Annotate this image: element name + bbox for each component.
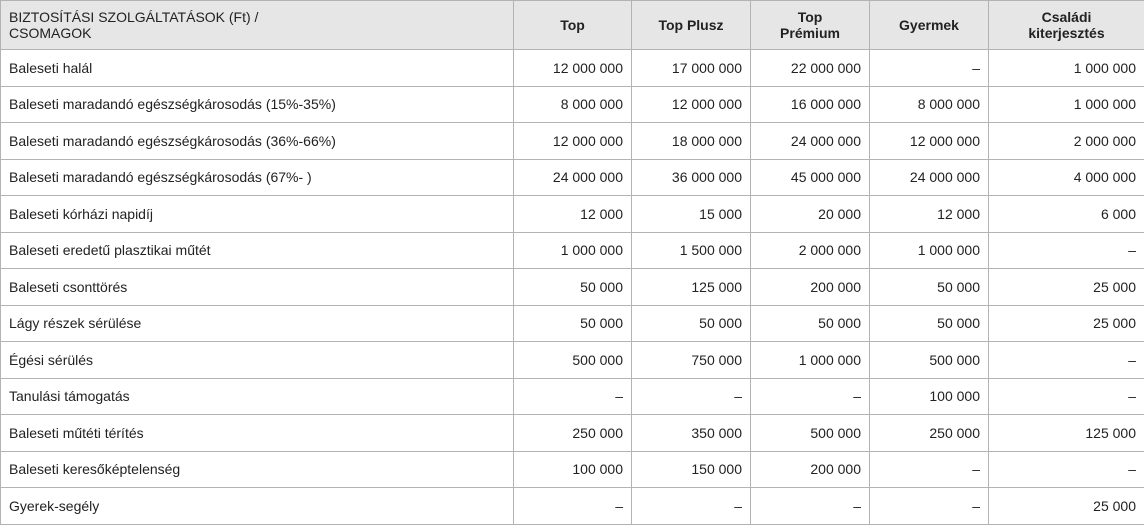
package-value-cell: 8 000 000 — [514, 86, 632, 123]
header-label-line2: CSOMAGOK — [9, 25, 92, 41]
package-value-cell: 100 000 — [514, 451, 632, 488]
package-value-cell: – — [989, 378, 1144, 415]
column-header-line1: Gyermek — [899, 17, 959, 33]
column-header-line1: Top Plusz — [658, 17, 724, 33]
header-label-line1: BIZTOSÍTÁSI SZOLGÁLTATÁSOK (Ft) / — [9, 9, 259, 25]
package-value-cell: 24 000 000 — [870, 159, 989, 196]
package-value-cell: 1 000 000 — [870, 232, 989, 269]
package-value-cell: 25 000 — [989, 305, 1144, 342]
column-header-top-plusz — [632, 1, 751, 50]
service-label: Baleseti maradandó egészségkárosodás (67%- ) — [1, 159, 514, 196]
column-header-line2: Prémium — [780, 25, 840, 41]
service-label: Baleseti maradandó egészségkárosodás (36%-66%) — [1, 123, 514, 160]
service-label: Baleseti halál — [1, 50, 514, 87]
table-row — [1, 269, 1144, 306]
package-value-cell: 22 000 000 — [751, 50, 870, 87]
table-header-row — [1, 1, 1144, 50]
package-value-cell: 125 000 — [989, 415, 1144, 452]
package-value-cell: 2 000 000 — [751, 232, 870, 269]
column-header-line1: Top — [797, 9, 823, 25]
package-value-cell: 1 000 000 — [989, 50, 1144, 87]
package-value-cell: – — [514, 378, 632, 415]
package-value-cell: 250 000 — [514, 415, 632, 452]
package-value-cell: – — [632, 488, 751, 525]
table-row — [1, 305, 1144, 342]
package-value-cell: 12 000 000 — [514, 123, 632, 160]
package-value-cell: 24 000 000 — [751, 123, 870, 160]
service-label: Baleseti maradandó egészségkárosodás (15%-35%) — [1, 86, 514, 123]
package-value-cell: 1 000 000 — [989, 86, 1144, 123]
package-value-cell: 50 000 — [870, 269, 989, 306]
column-header-top-premium — [751, 1, 870, 50]
service-label: Baleseti műtéti térítés — [1, 415, 514, 452]
package-value-cell: – — [989, 232, 1144, 269]
table-row — [1, 488, 1144, 525]
package-value-cell: 25 000 — [989, 488, 1144, 525]
package-value-cell: 17 000 000 — [632, 50, 751, 87]
table-row — [1, 86, 1144, 123]
header-label-cell — [1, 1, 514, 50]
package-value-cell: – — [632, 378, 751, 415]
package-value-cell: 12 000 000 — [870, 123, 989, 160]
package-value-cell: 250 000 — [870, 415, 989, 452]
package-value-cell: 12 000 — [514, 196, 632, 233]
table-row — [1, 415, 1144, 452]
package-value-cell: 25 000 — [989, 269, 1144, 306]
table-row — [1, 451, 1144, 488]
table-row — [1, 123, 1144, 160]
package-value-cell: 15 000 — [632, 196, 751, 233]
package-value-cell: – — [989, 451, 1144, 488]
package-value-cell: 200 000 — [751, 451, 870, 488]
service-label: Égési sérülés — [1, 342, 514, 379]
package-value-cell: 24 000 000 — [514, 159, 632, 196]
package-value-cell: – — [751, 378, 870, 415]
service-label: Baleseti csonttörés — [1, 269, 514, 306]
package-value-cell: – — [751, 488, 870, 525]
package-value-cell: 50 000 — [751, 305, 870, 342]
package-value-cell: 200 000 — [751, 269, 870, 306]
package-value-cell: 100 000 — [870, 378, 989, 415]
package-value-cell: 50 000 — [870, 305, 989, 342]
service-label: Baleseti kórházi napidíj — [1, 196, 514, 233]
package-value-cell: 12 000 — [870, 196, 989, 233]
package-value-cell: – — [870, 488, 989, 525]
package-value-cell: 20 000 — [751, 196, 870, 233]
package-value-cell: 12 000 000 — [632, 86, 751, 123]
package-value-cell: 125 000 — [632, 269, 751, 306]
table-row — [1, 196, 1144, 233]
service-label: Lágy részek sérülése — [1, 305, 514, 342]
package-value-cell: 45 000 000 — [751, 159, 870, 196]
package-value-cell: 500 000 — [870, 342, 989, 379]
package-value-cell: 12 000 000 — [514, 50, 632, 87]
package-value-cell: 8 000 000 — [870, 86, 989, 123]
table-body — [1, 50, 1144, 525]
table-row — [1, 159, 1144, 196]
package-value-cell: 4 000 000 — [989, 159, 1144, 196]
service-label: Gyerek-segély — [1, 488, 514, 525]
package-value-cell: 50 000 — [632, 305, 751, 342]
column-header-gyermek — [870, 1, 989, 50]
column-header-top — [514, 1, 632, 50]
column-header-line2: kiterjesztés — [1028, 25, 1105, 41]
package-value-cell: 750 000 — [632, 342, 751, 379]
service-label: Baleseti eredetű plasztikai műtét — [1, 232, 514, 269]
package-value-cell: 350 000 — [632, 415, 751, 452]
package-value-cell: – — [514, 488, 632, 525]
table-row — [1, 378, 1144, 415]
package-value-cell: 1 500 000 — [632, 232, 751, 269]
package-value-cell: 18 000 000 — [632, 123, 751, 160]
table-row — [1, 342, 1144, 379]
package-value-cell: 500 000 — [751, 415, 870, 452]
package-value-cell: – — [870, 50, 989, 87]
table-row — [1, 50, 1144, 87]
package-value-cell: 150 000 — [632, 451, 751, 488]
package-value-cell: 6 000 — [989, 196, 1144, 233]
package-value-cell: 2 000 000 — [989, 123, 1144, 160]
package-value-cell: 36 000 000 — [632, 159, 751, 196]
package-value-cell: 16 000 000 — [751, 86, 870, 123]
package-value-cell: 500 000 — [514, 342, 632, 379]
column-header-line1: Top — [560, 17, 585, 33]
column-header-line1: Családi — [1041, 9, 1092, 25]
column-header-csaladi-kiterjesztes — [989, 1, 1144, 50]
package-value-cell: – — [989, 342, 1144, 379]
package-value-cell: 1 000 000 — [514, 232, 632, 269]
package-value-cell: 1 000 000 — [751, 342, 870, 379]
service-label: Tanulási támogatás — [1, 378, 514, 415]
package-value-cell: – — [870, 451, 989, 488]
table-row — [1, 232, 1144, 269]
service-label: Baleseti keresőképtelenség — [1, 451, 514, 488]
package-value-cell: 50 000 — [514, 305, 632, 342]
package-value-cell: 50 000 — [514, 269, 632, 306]
